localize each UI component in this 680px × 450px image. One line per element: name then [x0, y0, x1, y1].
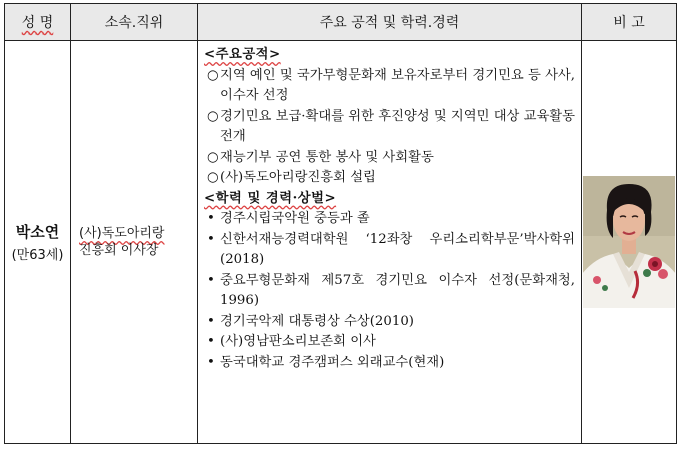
remarks-cell: [582, 41, 677, 444]
list-item: [204, 353, 575, 374]
career-text: 동국대학교 경주캠퍼스 외래교수(현재): [220, 354, 445, 370]
list-item: [204, 332, 575, 353]
list-item: [204, 312, 575, 333]
list-item: [204, 66, 575, 107]
achievement-text: 재능기부 공연 통한 봉사 및 사회활동: [220, 149, 434, 165]
circle-bullet-icon: ○: [207, 149, 219, 165]
list-item: [204, 271, 575, 312]
name-cell: [5, 41, 71, 444]
dot-bullet-icon: •: [207, 211, 215, 226]
career-text: 경기국악제 대통령상 수상(2010): [220, 313, 414, 329]
position-cell: [71, 41, 198, 444]
career-text: 신한서재능경력대학원 ‘12좌창 우리소리학부문’박사학위(2018): [220, 231, 575, 267]
header-achievements: [198, 4, 582, 41]
position-line1: (사)독도아리랑: [79, 226, 165, 241]
career-list: [204, 209, 575, 373]
career-text: 경주시립국악원 중등과 졸: [220, 211, 370, 226]
profile-table-frame: [4, 3, 676, 444]
achievement-text: 지역 예인 및 국가무형문화재 보유자로부터 경기민요 등 사사, 이수자 선정: [220, 67, 575, 103]
career-title-text: <학력 및 경력·상벌>: [204, 190, 337, 206]
list-item: [204, 148, 575, 169]
dot-bullet-icon: •: [207, 354, 215, 370]
header-remarks: [582, 4, 677, 41]
portrait-photo: [583, 176, 675, 308]
circle-bullet-icon: ○: [207, 108, 219, 124]
circle-bullet-icon: ○: [207, 170, 219, 185]
dot-bullet-icon: •: [207, 313, 215, 329]
achievements-cell: [198, 41, 582, 444]
list-item: [204, 230, 575, 271]
achievement-text: (사)독도아리랑진흥회 설립: [220, 170, 376, 185]
dot-bullet-icon: •: [207, 334, 215, 349]
header-position: [71, 4, 198, 41]
header-achievements-text: 주요 공적 및 학력.경력: [319, 15, 460, 31]
person-age: (만63세): [11, 248, 64, 263]
header-name: [5, 4, 71, 41]
achievements-title-text: <주요공적>: [204, 47, 281, 62]
achievements-title: [204, 45, 575, 66]
list-item: [204, 168, 575, 189]
body-row: [5, 41, 677, 444]
header-position-text: 소속.직위: [104, 15, 164, 31]
position-line2: 진흥회 이사장: [79, 243, 159, 258]
dot-bullet-icon: •: [207, 272, 215, 288]
header-remarks-text: 비 고: [613, 15, 645, 31]
dot-bullet-icon: •: [207, 231, 215, 247]
person-name: 박소연: [15, 223, 60, 241]
header-name-text: 성 명: [21, 15, 54, 31]
portrait-photo-icon: [583, 176, 675, 308]
career-text: (사)영남판소리보존회 이사: [220, 334, 376, 349]
list-item: [204, 209, 575, 230]
achievements-list: [204, 66, 575, 189]
achievement-text: 경기민요 보급·확대를 위한 후진양성 및 지역민 대상 교육활동 전개: [220, 108, 575, 144]
profile-table: [4, 3, 677, 444]
circle-bullet-icon: ○: [207, 67, 219, 83]
list-item: [204, 107, 575, 148]
header-row: [5, 4, 677, 41]
career-text: 중요무형문화재 제57호 경기민요 이수자 선정(문화재청, 1996): [220, 272, 575, 308]
career-title: [204, 189, 575, 210]
